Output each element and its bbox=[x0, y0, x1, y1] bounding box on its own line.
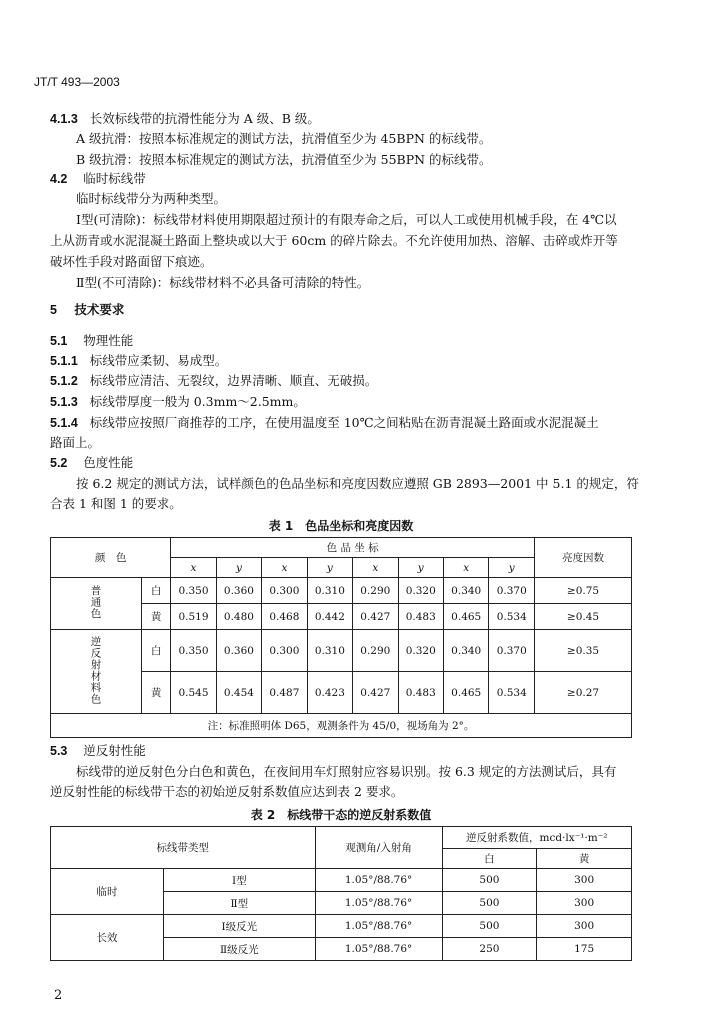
clause-title: 物理性能 bbox=[83, 333, 134, 348]
group-long-term: 长效 bbox=[51, 915, 164, 961]
clause-text: 标线带应柔韧、易成型。 bbox=[89, 353, 228, 368]
table-cell: 0.370 bbox=[489, 630, 535, 672]
clause-4-1-3-a: A 级抗滑：按照本标准规定的测试方法，抗滑值至少为 45BPN 的标线带。 bbox=[76, 131, 492, 146]
table-cell: 0.468 bbox=[262, 604, 307, 630]
table-1 bbox=[50, 537, 632, 738]
table-cell: 0.320 bbox=[398, 578, 443, 604]
table-cell: 0.465 bbox=[443, 672, 488, 714]
clause-5-1-2 bbox=[50, 372, 377, 390]
header-type: 标线带类型 bbox=[51, 827, 316, 869]
clause-number: 5.3 bbox=[50, 744, 68, 758]
table-cell: 0.340 bbox=[443, 630, 488, 672]
angle-cell: 1.05°/88.76° bbox=[315, 915, 442, 938]
header-x: x bbox=[171, 558, 216, 578]
header-y: y bbox=[307, 558, 352, 578]
color-name: 黄 bbox=[142, 604, 171, 630]
table-cell: 0.360 bbox=[216, 630, 261, 672]
white-cell: 500 bbox=[442, 915, 537, 938]
group-label: 普通色 bbox=[89, 584, 102, 620]
group-retroreflective bbox=[51, 630, 142, 714]
table-cell: 0.534 bbox=[489, 672, 535, 714]
group-ordinary bbox=[51, 578, 142, 630]
table-cell: 0.534 bbox=[489, 604, 535, 630]
table-cell: 0.370 bbox=[489, 578, 535, 604]
white-cell: 250 bbox=[442, 938, 537, 961]
header-y: y bbox=[216, 558, 261, 578]
clause-text: 标线带厚度一般为 0.3mm～2.5mm。 bbox=[89, 394, 306, 409]
header-chromaticity: 色 品 坐 标 bbox=[171, 538, 535, 558]
clause-5-3-line2: 逆反射性能的标线带干态的初始逆反射系数值应达到表 2 要求。 bbox=[50, 784, 404, 799]
yellow-cell: 300 bbox=[537, 915, 632, 938]
header-x: x bbox=[262, 558, 307, 578]
table-2-caption: 表 2 标线带干态的逆反射系数值 bbox=[250, 808, 432, 822]
clause-text: 标线带应按照厂商推荐的工序，在使用温度至 10℃之间粘贴在沥青混凝土路面或水泥混凝土 bbox=[89, 415, 599, 430]
clause-4-2-type1-line1: Ⅰ型(可清除)：标线带材料使用期限超过预计的有限寿命之后，可以人工或使用机械手段，在 4℃以 bbox=[76, 212, 617, 227]
color-name: 白 bbox=[142, 630, 171, 672]
clause-5-3-line1: 标线带的逆反射色分白色和黄色，在夜间用车灯照射应容易识别。按 6.3 规定的方法测试后，具有 bbox=[76, 764, 617, 779]
clause-text: 标线带应清洁、无裂纹，边界清晰、顺直、无破损。 bbox=[89, 373, 378, 388]
clause-4-2-type1-line3: 破坏性手段对路面留下痕迹。 bbox=[50, 254, 213, 269]
angle-cell: 1.05°/88.76° bbox=[315, 892, 442, 915]
table-cell: 0.442 bbox=[307, 604, 352, 630]
luminance-cell: ≥0.75 bbox=[535, 578, 632, 604]
clause-4-1-3-b: B 级抗滑：按照本标准规定的测试方法，抗滑值至少为 55BPN 的标线带。 bbox=[76, 152, 492, 167]
table-cell: 0.350 bbox=[171, 630, 216, 672]
yellow-cell: 175 bbox=[537, 938, 632, 961]
section-number: 5 bbox=[50, 303, 57, 317]
white-cell: 500 bbox=[442, 892, 537, 915]
clause-5-3 bbox=[50, 742, 146, 760]
table-cell: 0.423 bbox=[307, 672, 352, 714]
table-cell: 0.427 bbox=[353, 672, 398, 714]
clause-4-2-type2: Ⅱ型(不可清除)：标线带材料不必具备可清除的特性。 bbox=[76, 275, 370, 290]
clause-5-1-4 bbox=[50, 414, 599, 432]
table-2 bbox=[50, 826, 632, 961]
white-cell: 500 bbox=[442, 869, 537, 892]
header-white: 白 bbox=[442, 849, 537, 869]
clause-number: 5.1.3 bbox=[50, 395, 78, 409]
section-5 bbox=[50, 301, 124, 319]
header-y: y bbox=[489, 558, 535, 578]
table-cell: 0.310 bbox=[307, 578, 352, 604]
subtype: Ⅱ型 bbox=[164, 892, 316, 915]
clause-4-1-3 bbox=[50, 110, 320, 128]
table-cell: 0.310 bbox=[307, 630, 352, 672]
clause-number: 4.2 bbox=[50, 172, 68, 186]
clause-4-2 bbox=[50, 170, 146, 188]
yellow-cell: 300 bbox=[537, 869, 632, 892]
group-label: 逆反射材料色 bbox=[89, 635, 102, 705]
header-yellow: 黄 bbox=[537, 849, 632, 869]
luminance-cell: ≥0.35 bbox=[535, 630, 632, 672]
yellow-cell: 300 bbox=[537, 892, 632, 915]
group-temporary: 临时 bbox=[51, 869, 164, 915]
table-cell: 0.360 bbox=[216, 578, 261, 604]
clause-title: 逆反射性能 bbox=[83, 743, 146, 758]
angle-cell: 1.05°/88.76° bbox=[315, 869, 442, 892]
table-cell: 0.454 bbox=[216, 672, 261, 714]
table-cell: 0.465 bbox=[443, 604, 488, 630]
subtype: Ⅰ级反光 bbox=[164, 915, 316, 938]
table-cell: 0.483 bbox=[398, 672, 443, 714]
luminance-cell: ≥0.45 bbox=[535, 604, 632, 630]
header-coefficient: 逆反射系数值，mcd·lx⁻¹·m⁻² bbox=[442, 827, 631, 849]
table-cell: 0.427 bbox=[353, 604, 398, 630]
header-color: 颜 色 bbox=[51, 538, 171, 578]
table-cell: 0.340 bbox=[443, 578, 488, 604]
clause-text: 长效标线带的抗滑性能分为 A 级、B 级。 bbox=[89, 111, 320, 126]
clause-number: 5.1 bbox=[50, 334, 68, 348]
clause-title: 色度性能 bbox=[83, 455, 134, 470]
clause-number: 5.1.4 bbox=[50, 416, 78, 430]
table-1-note: 注：标准照明体 D65，观测条件为 45/0，视场角为 2°。 bbox=[51, 714, 632, 738]
table-cell: 0.487 bbox=[262, 672, 307, 714]
clause-number: 5.2 bbox=[50, 456, 68, 470]
page-number: 2 bbox=[54, 988, 63, 1003]
header-x: x bbox=[353, 558, 398, 578]
section-title: 技术要求 bbox=[74, 302, 125, 317]
subtype: Ⅱ级反光 bbox=[164, 938, 316, 961]
clause-number: 5.1.1 bbox=[50, 354, 78, 368]
subtype: Ⅰ型 bbox=[164, 869, 316, 892]
clause-title: 临时标线带 bbox=[83, 171, 146, 186]
clause-4-2-type1-line2: 上从沥青或水泥混凝土路面上整块或以大于 60cm 的碎片除去。不允许使用加热、溶解、击碎或炸开等 bbox=[50, 233, 618, 248]
standard-number: JT/T 493—2003 bbox=[34, 75, 120, 89]
clause-5-1-4-line2: 路面上。 bbox=[50, 435, 101, 450]
luminance-cell: ≥0.27 bbox=[535, 672, 632, 714]
header-angle: 观测角/入射角 bbox=[315, 827, 442, 869]
clause-5-1-3 bbox=[50, 393, 306, 411]
color-name: 白 bbox=[142, 578, 171, 604]
table-cell: 0.300 bbox=[262, 578, 307, 604]
header-luminance: 亮度因数 bbox=[535, 538, 632, 578]
clause-5-1 bbox=[50, 332, 133, 350]
table-1-caption: 表 1 色品坐标和亮度因数 bbox=[268, 519, 414, 533]
table-cell: 0.300 bbox=[262, 630, 307, 672]
clause-number: 5.1.2 bbox=[50, 374, 78, 388]
table-cell: 0.519 bbox=[171, 604, 216, 630]
header-y: y bbox=[398, 558, 443, 578]
header-x: x bbox=[443, 558, 488, 578]
color-name: 黄 bbox=[142, 672, 171, 714]
table-cell: 0.350 bbox=[171, 578, 216, 604]
table-cell: 0.483 bbox=[398, 604, 443, 630]
clause-5-2 bbox=[50, 454, 133, 472]
clause-number: 4.1.3 bbox=[50, 112, 78, 126]
clause-4-2-intro: 临时标线带分为两种类型。 bbox=[76, 191, 227, 206]
angle-cell: 1.05°/88.76° bbox=[315, 938, 442, 961]
table-cell: 0.480 bbox=[216, 604, 261, 630]
clause-5-2-line2: 合表 1 和图 1 的要求。 bbox=[50, 496, 182, 511]
clause-5-2-line1: 按 6.2 规定的测试方法，试样颜色的色品坐标和亮度因数应遵照 GB 2893—2001 中 5.1 的规定，符 bbox=[76, 476, 639, 491]
table-cell: 0.290 bbox=[353, 630, 398, 672]
clause-5-1-1 bbox=[50, 352, 227, 370]
table-cell: 0.320 bbox=[398, 630, 443, 672]
table-cell: 0.290 bbox=[353, 578, 398, 604]
table-cell: 0.545 bbox=[171, 672, 216, 714]
